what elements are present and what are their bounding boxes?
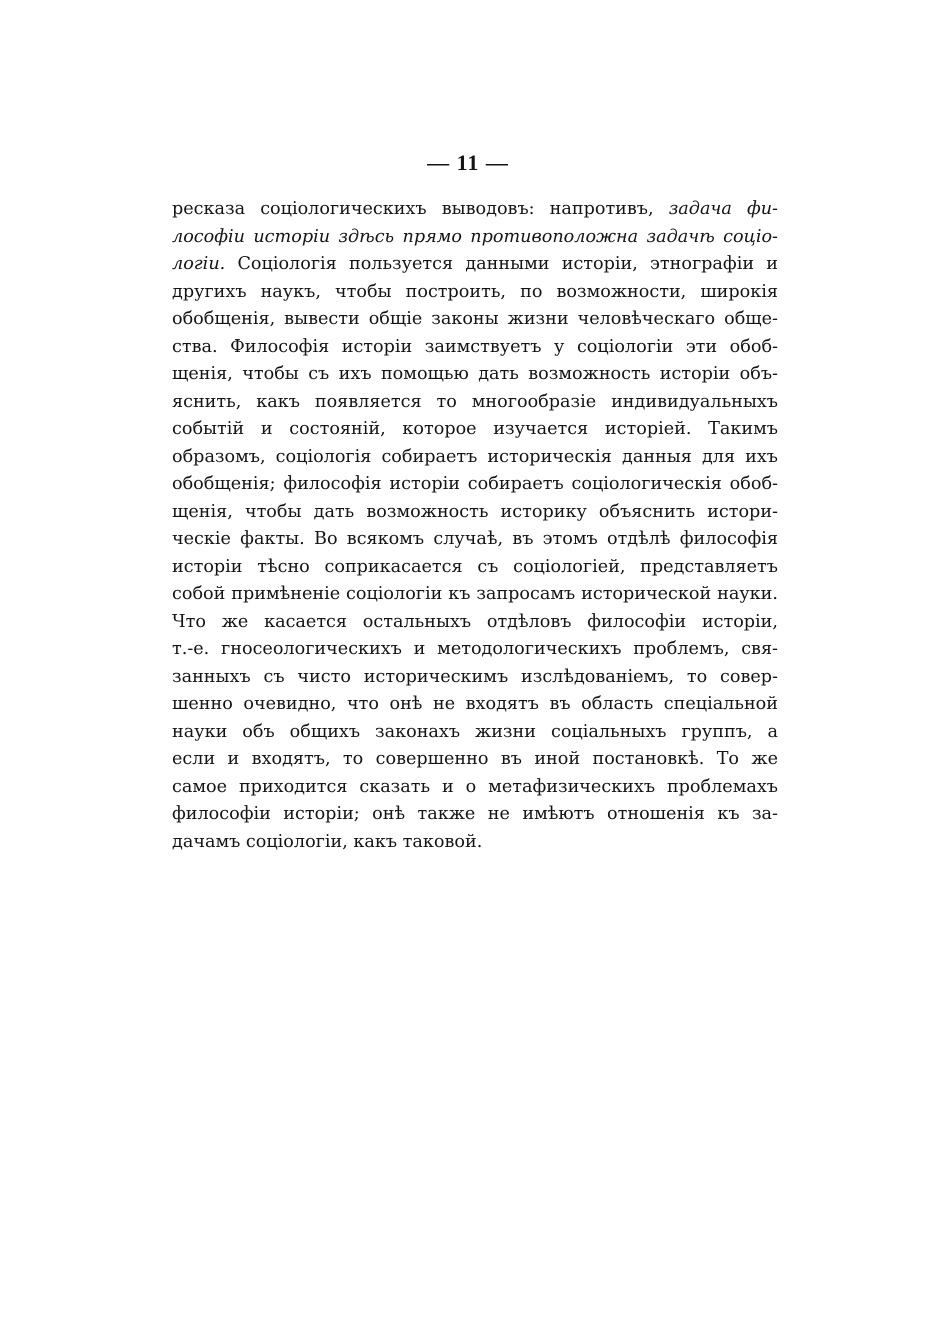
text-line bbox=[172, 334, 778, 362]
text-line bbox=[172, 499, 778, 527]
text-line bbox=[172, 554, 778, 582]
italic-text-segment: логіи. bbox=[172, 254, 226, 274]
text-segment: исторіи тѣсно соприкасается съ соціологіей, представляетъ bbox=[172, 556, 778, 577]
text-line bbox=[172, 719, 778, 747]
text-segment: щенія, чтобы съ ихъ помощью дать возможность исторіи объ- bbox=[172, 364, 778, 384]
text-line bbox=[172, 801, 778, 829]
text-segment: собой примѣненіе соціологіи къ запросамъ исторической науки. bbox=[172, 584, 778, 604]
page-number: — 11 — bbox=[427, 150, 509, 175]
text-segment: ства. Философія исторіи заимствуетъ у соціологіи эти обоб- bbox=[172, 336, 778, 357]
text-segment: т.-е. гносеологическихъ и методологическихъ проблемъ, свя- bbox=[172, 639, 778, 659]
text-segment: ресказа соціологическихъ выводовъ: напротивъ, bbox=[172, 199, 669, 219]
text-segment: самое приходится сказать и о метафизическихъ проблемахъ bbox=[172, 776, 778, 797]
text-segment: дачамъ соціологіи, какъ таковой. bbox=[172, 831, 483, 852]
text-line bbox=[172, 251, 778, 279]
text-line bbox=[172, 691, 778, 719]
text-segment: другихъ наукъ, чтобы построить, по возможности, широкія bbox=[172, 281, 778, 302]
text-line bbox=[172, 196, 778, 224]
text-line bbox=[172, 581, 778, 609]
italic-text-segment: лософіи исторіи здѣсь прямо противоположна задачѣ соціо- bbox=[172, 226, 778, 247]
text-segment: Соціологія пользуется данными исторіи, этнографіи и bbox=[225, 254, 778, 274]
italic-text-segment: задача фи- bbox=[668, 199, 778, 219]
text-line bbox=[172, 636, 778, 664]
text-line bbox=[172, 279, 778, 307]
text-line bbox=[172, 471, 778, 499]
text-line bbox=[172, 829, 778, 857]
text-segment: философіи исторіи; онѣ также не имѣютъ отношенія къ за- bbox=[172, 804, 778, 824]
text-line bbox=[172, 526, 778, 554]
text-segment: Что же касается остальныхъ отдѣловъ философіи исторіи, bbox=[172, 611, 778, 632]
text-line bbox=[172, 389, 778, 417]
text-line bbox=[172, 306, 778, 334]
text-segment: занныхъ съ чисто историческимъ изслѣдованіемъ, то совер- bbox=[172, 666, 778, 687]
text-segment: щенія, чтобы дать возможность историку объяснить истори- bbox=[172, 501, 778, 522]
text-segment: если и входятъ, то совершенно въ иной постановкѣ. То же bbox=[172, 749, 778, 769]
text-segment: яснить, какъ появляется то многообразіе индивидуальныхъ bbox=[172, 391, 778, 412]
text-segment: науки объ общихъ законахъ жизни соціальныхъ группъ, а bbox=[172, 721, 778, 742]
text-segment: шенно очевидно, что онѣ не входятъ въ область спеціальной bbox=[172, 694, 778, 714]
text-line bbox=[172, 444, 778, 472]
text-segment: ческіе факты. Во всякомъ случаѣ, въ этомъ отдѣлѣ философія bbox=[172, 529, 778, 549]
text-segment: событій и состояній, которое изучается исторіей. Такимъ bbox=[172, 419, 778, 439]
text-segment: образомъ, соціологія собираетъ историческія данныя для ихъ bbox=[172, 446, 778, 467]
text-line bbox=[172, 664, 778, 692]
text-segment: обобщенія; философія исторіи собираетъ соціологическія обоб- bbox=[172, 474, 778, 494]
text-line bbox=[172, 609, 778, 637]
text-line bbox=[172, 361, 778, 389]
text-line bbox=[172, 416, 778, 444]
body-text bbox=[172, 196, 778, 856]
text-line bbox=[172, 746, 778, 774]
text-segment: обобщенія, вывести общіе законы жизни человѣческаго обще- bbox=[172, 309, 778, 329]
text-line bbox=[172, 224, 778, 252]
text-line bbox=[172, 774, 778, 802]
